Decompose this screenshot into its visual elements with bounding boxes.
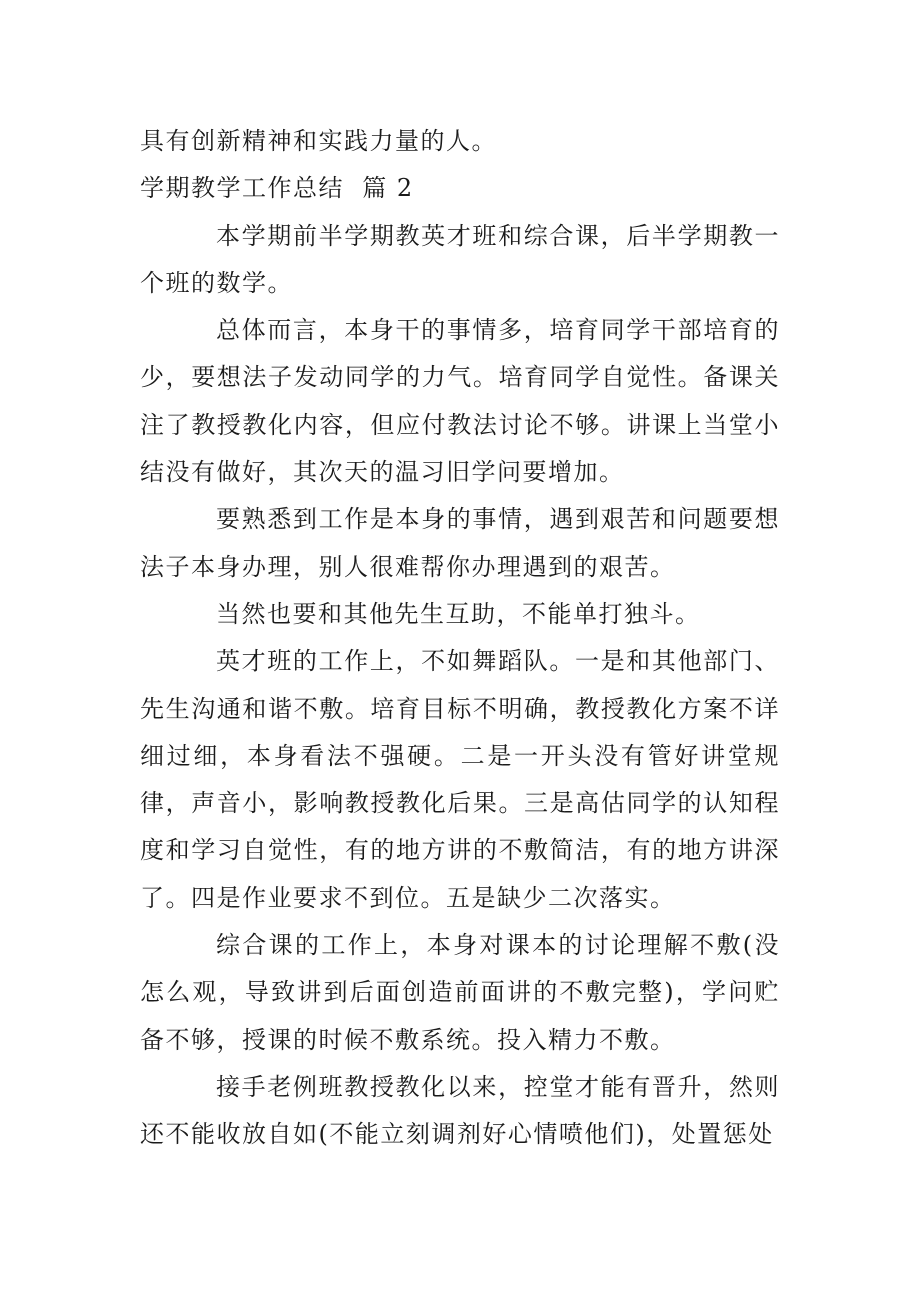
paragraph: 当然也要和其他先生互助，不能单打独斗。 bbox=[216, 599, 701, 628]
paragraph: 总体而言，本身干的事情多，培育同学干部培育的少，要想法子发动同学的力气。培育同学自觉性。备课关注了教授教化内容，但应付教法讨论不够。讲课上当堂小结没有做好，其次天的温习旧学问要增加。 bbox=[140, 316, 780, 487]
paragraph: 接手老例班教授教化以来，控堂才能有晋升，然则还不能收放自如(不能立刻调剂好心情喷他们)，处置惩处 bbox=[140, 1072, 780, 1149]
paragraph: 要熟悉到工作是本身的事情，遇到艰苦和问题要想法子本身办理，别人很难帮你办理遇到的艰苦。 bbox=[140, 505, 780, 581]
paragraph: 英才班的工作上，不如舞蹈队。一是和其他部门、先生沟通和谐不敷。培育目标不明确，教授教化方案不详细过细，本身看法不强硬。二是一开头没有管好讲堂规律，声音小，影响教授教化后果。三是高估同学的认知程度和学习自觉性，有的地方讲的不敷简洁，有的地方讲深了。四是作业要求不到位。五是缺少二次落实。 bbox=[140, 647, 780, 912]
paragraph: 综合课的工作上，本身对课本的讨论理解不敷(没怎么观，导致讲到后面创造前面讲的不敷完整)，学问贮备不够，授课的时候不敷系统。投入精力不敷。 bbox=[140, 931, 780, 1054]
document-body bbox=[140, 118, 780, 1159]
lead-line: 具有创新精神和实践力量的人。 bbox=[140, 127, 497, 155]
section-title: 学期教学工作总结 篇 2 bbox=[140, 174, 414, 203]
paragraph: 本学期前半学期教英才班和综合课，后半学期教一个班的数学。 bbox=[140, 221, 780, 297]
